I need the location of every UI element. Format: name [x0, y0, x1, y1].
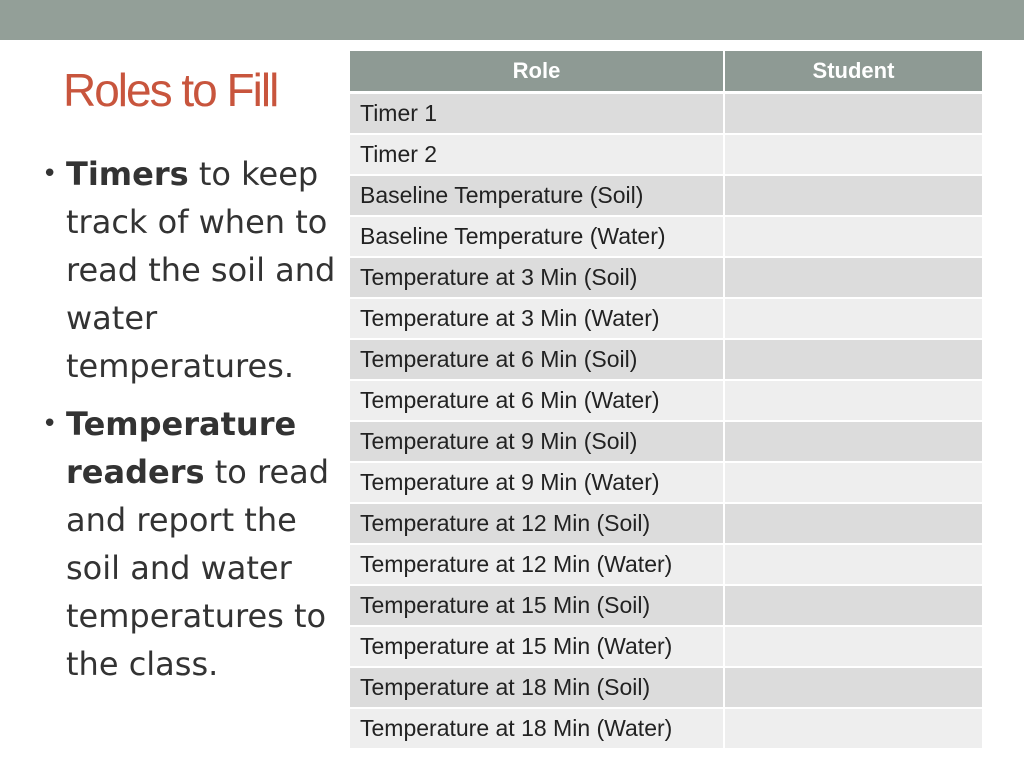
- table-row: [350, 667, 982, 708]
- table-row: [350, 421, 982, 462]
- role-cell: Temperature at 3 Min (Soil): [350, 257, 724, 298]
- role-cell: Temperature at 9 Min (Soil): [350, 421, 724, 462]
- bullet-icon: •: [42, 159, 58, 189]
- header-role: Role: [350, 51, 724, 93]
- student-cell[interactable]: [724, 134, 982, 175]
- student-cell[interactable]: [724, 216, 982, 257]
- role-cell: Timer 2: [350, 134, 724, 175]
- table-row: [350, 175, 982, 216]
- role-cell: Temperature at 6 Min (Soil): [350, 339, 724, 380]
- table-row: [350, 134, 982, 175]
- student-cell[interactable]: [724, 585, 982, 626]
- role-cell: Temperature at 12 Min (Water): [350, 544, 724, 585]
- table-row: [350, 216, 982, 257]
- student-cell[interactable]: [724, 298, 982, 339]
- bullet-body-text: to read and report the soil and water temperatures to the class.: [66, 453, 330, 683]
- role-cell: Temperature at 18 Min (Soil): [350, 667, 724, 708]
- role-cell: Temperature at 9 Min (Water): [350, 462, 724, 503]
- role-cell: Temperature at 18 Min (Water): [350, 708, 724, 749]
- header-student: Student: [724, 51, 982, 93]
- bullet-bold-text: Temperature readers: [66, 405, 297, 491]
- table-row: [350, 626, 982, 667]
- student-cell[interactable]: [724, 503, 982, 544]
- bullet-body-text: to keep track of when to read the soil and water temperatures.: [66, 155, 336, 385]
- student-cell[interactable]: [724, 667, 982, 708]
- table-row: [350, 298, 982, 339]
- role-cell: Baseline Temperature (Water): [350, 216, 724, 257]
- table-row: [350, 708, 982, 749]
- table-header-row: [350, 51, 982, 93]
- table-row: [350, 380, 982, 421]
- role-cell: Temperature at 15 Min (Water): [350, 626, 724, 667]
- roles-table: [350, 51, 982, 750]
- top-decor-bar: [0, 0, 1024, 40]
- bullet-icon: •: [42, 409, 58, 439]
- role-cell: Temperature at 15 Min (Soil): [350, 585, 724, 626]
- table-body: [350, 93, 982, 750]
- bullet-list: [40, 150, 340, 698]
- bullet-item-timers: [40, 150, 340, 390]
- table-row: [350, 93, 982, 135]
- student-cell[interactable]: [724, 626, 982, 667]
- student-cell[interactable]: [724, 257, 982, 298]
- table-row: [350, 462, 982, 503]
- bullet-item-temperature-readers: [40, 400, 340, 688]
- table-row: [350, 544, 982, 585]
- table-row: [350, 257, 982, 298]
- role-cell: Temperature at 12 Min (Soil): [350, 503, 724, 544]
- student-cell[interactable]: [724, 93, 982, 135]
- student-cell[interactable]: [724, 708, 982, 749]
- role-cell: Temperature at 6 Min (Water): [350, 380, 724, 421]
- student-cell[interactable]: [724, 544, 982, 585]
- student-cell[interactable]: [724, 339, 982, 380]
- table-row: [350, 339, 982, 380]
- table-row: [350, 503, 982, 544]
- role-cell: Baseline Temperature (Soil): [350, 175, 724, 216]
- role-cell: Temperature at 3 Min (Water): [350, 298, 724, 339]
- table-row: [350, 585, 982, 626]
- role-cell: Timer 1: [350, 93, 724, 135]
- student-cell[interactable]: [724, 462, 982, 503]
- slide-title: Roles to Fill: [63, 64, 278, 116]
- bullet-bold-text: Timers: [66, 155, 189, 193]
- student-cell[interactable]: [724, 421, 982, 462]
- student-cell[interactable]: [724, 175, 982, 216]
- student-cell[interactable]: [724, 380, 982, 421]
